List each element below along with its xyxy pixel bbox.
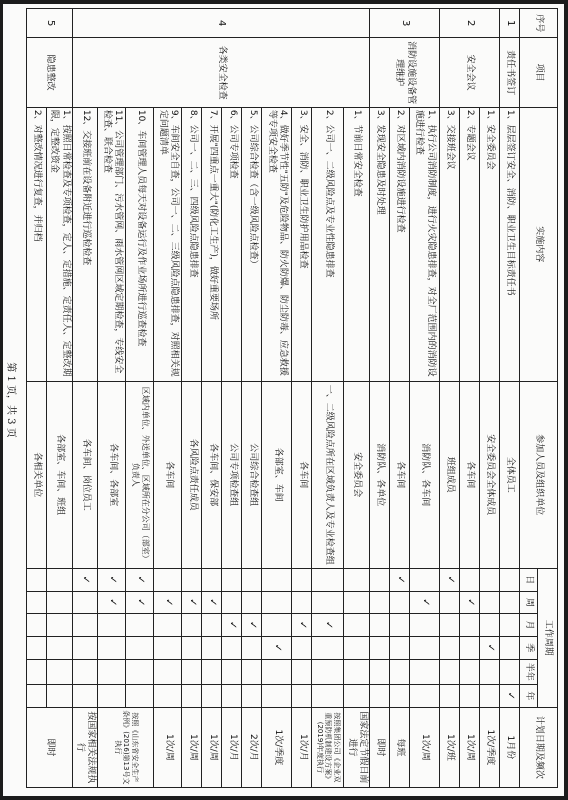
table-body (27, 9, 520, 788)
row-participants: 一、二级风险点所在区域负责人及专业检查组 (312, 381, 344, 568)
row-participants: 各部室、车间 (262, 381, 292, 568)
row-half (480, 659, 500, 684)
row-quarter (292, 636, 312, 659)
row-month: ✓ (292, 614, 312, 637)
row-half (98, 659, 126, 684)
row-quarter (182, 636, 202, 659)
row-week (390, 591, 410, 614)
row-quarter (440, 636, 460, 659)
row-content: 1、安全委员会 (480, 107, 500, 381)
row-participants: 各风险点责任成员 (182, 381, 202, 568)
row-participants: 各车间 (390, 381, 410, 568)
row-week (500, 591, 520, 614)
row-day (370, 568, 390, 591)
row-day (222, 568, 242, 591)
row-day (344, 568, 370, 591)
row-day (292, 568, 312, 591)
row-year: ✓ (500, 684, 520, 707)
header-week: 周 (520, 591, 538, 614)
row-week (440, 591, 460, 614)
row-day (460, 568, 480, 591)
row-month (262, 614, 292, 637)
header-seq: 序号 (520, 9, 558, 38)
row-participants: 公司综合检查组 (242, 381, 262, 568)
row-seq: 4 (73, 9, 370, 38)
row-day (262, 568, 292, 591)
row-half (440, 659, 460, 684)
row-participants: 消防队、各车间 (410, 381, 440, 568)
row-day (480, 568, 500, 591)
row-day (312, 568, 344, 591)
row-content: 2、对区域内消防设施进行检查 (390, 107, 410, 381)
page-footer: 第 1 页，共 3 页 (5, 362, 16, 438)
table-row (222, 9, 242, 788)
row-content: 10、车间管理人员每天对设备运行及作业场所进行巡查检查 (126, 107, 154, 381)
row-month (154, 614, 182, 637)
row-seq: 5 (27, 9, 73, 38)
row-quarter (222, 636, 242, 659)
row-day (242, 568, 262, 591)
table-row (292, 9, 312, 788)
row-week: ✓ (126, 591, 154, 614)
row-content: 5、公司综合检查（含一级风险点检查） (242, 107, 262, 381)
table-row (312, 9, 344, 788)
row-half (73, 659, 99, 684)
row-half (242, 659, 262, 684)
table-row (390, 9, 410, 788)
row-participants: 各车间 (292, 381, 312, 568)
row-half (500, 659, 520, 684)
row-quarter (390, 636, 410, 659)
row-month (390, 614, 410, 637)
row-week: ✓ (154, 591, 182, 614)
row-freq: 1次/月 (292, 707, 312, 787)
row-content: 11、公司管理部门、污水管网、雨水管网区域定期检查，专线安全检查、联合检查 (98, 107, 126, 381)
row-participants: 班组成员 (440, 381, 460, 568)
row-half (312, 659, 344, 684)
row-year (126, 684, 154, 707)
header-freq: 计划日期及频次 (520, 707, 558, 787)
row-year (154, 684, 182, 707)
row-month: ✓ (222, 614, 242, 637)
row-half (292, 659, 312, 684)
row-half (344, 659, 370, 684)
row-content: 7、开展"四重点一重大"(防化工生产)，做好重要场所 (202, 107, 222, 381)
row-month (500, 614, 520, 637)
row-freq: 1次/周 (410, 707, 440, 787)
header-month: 月 (520, 614, 538, 637)
plan-table (26, 8, 558, 788)
row-participants: 各车间、岗位员工 (73, 381, 99, 568)
table-row (500, 9, 520, 788)
table-row (440, 9, 460, 788)
row-participants: 公司专项检查组 (222, 381, 242, 568)
row-year (98, 684, 126, 707)
row-week (242, 591, 262, 614)
row-year (182, 684, 202, 707)
row-year (410, 684, 440, 707)
row-participants: 各车间 (460, 381, 480, 568)
table-row (262, 9, 292, 788)
row-year (480, 684, 500, 707)
row-half (460, 659, 480, 684)
row-content: 1、执行公司消防制度，进行火灾隐患排查，对全厂范围内的消防设施进行检查 (410, 107, 440, 381)
row-half (202, 659, 222, 684)
row-day: ✓ (126, 568, 154, 591)
row-content: 3、交接班会议 (440, 107, 460, 381)
row-participants: 全体员工 (500, 381, 520, 568)
row-year (73, 684, 99, 707)
row-week (73, 591, 99, 614)
header-year: 年 (520, 684, 538, 707)
row-day (27, 568, 47, 591)
row-year (47, 684, 73, 707)
row-month (344, 614, 370, 637)
row-year (344, 684, 370, 707)
row-half (182, 659, 202, 684)
header-cycle: 工作周期 (538, 568, 558, 707)
row-week (370, 591, 390, 614)
row-freq: 1次/周 (182, 707, 202, 787)
row-participants: 各车间、各部室 (98, 381, 126, 568)
row-year (242, 684, 262, 707)
row-participants: 各车间、保安部 (202, 381, 222, 568)
row-year (440, 684, 460, 707)
row-year (390, 684, 410, 707)
row-quarter (202, 636, 222, 659)
row-year (262, 684, 292, 707)
row-freq: 1次/季度 (262, 707, 292, 787)
row-month (370, 614, 390, 637)
row-item: 消防设施设备管理维护 (370, 38, 440, 107)
row-quarter: ✓ (262, 636, 292, 659)
row-freq: 1次/周 (202, 707, 222, 787)
row-participants: 安全委员会全体成员 (480, 381, 500, 568)
row-item: 安全会议 (440, 38, 500, 107)
row-week (27, 591, 47, 614)
row-day (182, 568, 202, 591)
row-quarter (126, 636, 154, 659)
row-week: ✓ (410, 591, 440, 614)
row-day: ✓ (73, 568, 99, 591)
table-row (98, 9, 126, 788)
row-quarter (154, 636, 182, 659)
row-item: 隐患整改 (27, 38, 73, 107)
row-item: 责任书签订 (500, 38, 520, 107)
row-seq: 3 (370, 9, 440, 38)
table-row (410, 9, 440, 788)
row-year (222, 684, 242, 707)
row-quarter (47, 636, 73, 659)
row-month (440, 614, 460, 637)
row-year (292, 684, 312, 707)
row-quarter: ✓ (480, 636, 500, 659)
row-half (154, 659, 182, 684)
row-seq: 1 (500, 9, 520, 38)
header-half: 半年 (520, 659, 538, 684)
header-content: 实施内容 (520, 107, 558, 381)
row-participants: 区域内单位、外送单位、区域所在分公司（部室）负责人 (126, 381, 154, 568)
row-month (480, 614, 500, 637)
header-item: 项目 (520, 38, 558, 107)
row-half (370, 659, 390, 684)
table-row (480, 9, 500, 788)
row-quarter (344, 636, 370, 659)
row-day (202, 568, 222, 591)
table-row (242, 9, 262, 788)
row-content: 1、节前日常安全检查 (344, 107, 370, 381)
row-freq: 按国家相关法规执行 (73, 707, 99, 787)
row-freq: 即时 (370, 707, 390, 787)
row-content: 1、层层签订安全、消防、职业卫生目标责任书 (500, 107, 520, 381)
row-freq: 即时 (27, 707, 73, 787)
row-content: 6、公司专项检查 (222, 107, 242, 381)
header-quarter: 季 (520, 636, 538, 659)
row-quarter (242, 636, 262, 659)
row-week: ✓ (460, 591, 480, 614)
row-half (222, 659, 242, 684)
row-participants: 各相关单位 (27, 381, 47, 568)
row-freq: 2次/月 (242, 707, 262, 787)
row-quarter (73, 636, 99, 659)
row-week: ✓ (182, 591, 202, 614)
row-half (27, 659, 47, 684)
row-week: ✓ (202, 591, 222, 614)
row-content: 4、做好季节性"五防"及危险物品、防火防爆、防尘防毒、应急救援等专项安全检查 (262, 107, 292, 381)
row-half (390, 659, 410, 684)
row-day (410, 568, 440, 591)
row-week (480, 591, 500, 614)
row-half (262, 659, 292, 684)
table-row (73, 9, 99, 788)
row-week (262, 591, 292, 614)
row-content: 12、交接班前在设备附近进行巡检检查 (73, 107, 99, 381)
table-row (202, 9, 222, 788)
row-content: 2、对整改情况进行复查，并归档 (27, 107, 47, 381)
row-seq: 2 (440, 9, 500, 38)
row-quarter (27, 636, 47, 659)
row-day (47, 568, 73, 591)
row-month (47, 614, 73, 637)
row-month (182, 614, 202, 637)
row-half (126, 659, 154, 684)
row-month (202, 614, 222, 637)
row-content: 3、安全、消防、职业卫生防护用品检查 (292, 107, 312, 381)
row-freq: 1次/季度 (480, 707, 500, 787)
row-month (27, 614, 47, 637)
row-freq: 1次/周 (460, 707, 480, 787)
row-participants: 各部室、车间、班组 (47, 381, 73, 568)
row-quarter (98, 636, 126, 659)
row-year (27, 684, 47, 707)
row-day (154, 568, 182, 591)
row-week (222, 591, 242, 614)
row-freq: 1次/班 (440, 707, 460, 787)
table-row (154, 9, 182, 788)
row-year (202, 684, 222, 707)
row-freq: 每班 (390, 707, 410, 787)
table-row (182, 9, 202, 788)
row-content: 8、公司一、二、三、四级风险点隐患排查 (182, 107, 202, 381)
row-quarter (370, 636, 390, 659)
row-day (500, 568, 520, 591)
row-week (292, 591, 312, 614)
row-month (460, 614, 480, 637)
row-quarter (312, 636, 344, 659)
row-freq: 1月份 (500, 707, 520, 787)
row-freq: 按照集团公司《企业双重预防机制建设方案》(2019)年度执行 (312, 707, 344, 787)
row-month: ✓ (242, 614, 262, 637)
row-week: ✓ (98, 591, 126, 614)
row-day: ✓ (390, 568, 410, 591)
row-freq: 1次/月 (222, 707, 242, 787)
row-quarter (460, 636, 480, 659)
header-participants: 参加人员及组织单位 (520, 381, 558, 568)
row-content: 9、车间安全自查，公司一、二、三级风险点隐患排查，对照相关规定问题清单 (154, 107, 182, 381)
row-quarter (410, 636, 440, 659)
row-year (312, 684, 344, 707)
table-row (27, 9, 47, 788)
row-week (312, 591, 344, 614)
row-freq: 按照《山东省安全生产条例》(2016)第13号文执行 (98, 707, 154, 787)
table-row (460, 9, 480, 788)
row-month (73, 614, 99, 637)
row-year (370, 684, 390, 707)
row-item: 各类安全检查 (73, 38, 370, 107)
row-day: ✓ (440, 568, 460, 591)
row-content: 2、公司一、二级风险点及专业性隐患排查 (312, 107, 344, 381)
row-day: ✓ (98, 568, 126, 591)
table-row (344, 9, 370, 788)
row-quarter (500, 636, 520, 659)
row-content: 1、按照日常检查及专项检查，定人、定措施、定责任人、定整改期限，定整改资金 (47, 107, 73, 381)
row-week (344, 591, 370, 614)
row-year (460, 684, 480, 707)
row-half (47, 659, 73, 684)
table-row (47, 9, 73, 788)
row-participants: 各车间 (154, 381, 182, 568)
table-row (370, 9, 390, 788)
row-week (47, 591, 73, 614)
row-month (410, 614, 440, 637)
row-participants: 安全委员会 (344, 381, 370, 568)
header-day: 日 (520, 568, 538, 591)
row-content: 2、专题会议 (460, 107, 480, 381)
row-content: 3、发现安全隐患及时处理 (370, 107, 390, 381)
table-row (126, 9, 154, 788)
row-participants: 消防队、各单位 (370, 381, 390, 568)
row-month: ✓ (312, 614, 344, 637)
row-half (410, 659, 440, 684)
row-month (98, 614, 126, 637)
row-freq: 1次/周 (154, 707, 182, 787)
row-month (126, 614, 154, 637)
row-freq: 国家法定节假日前进行 (344, 707, 370, 787)
